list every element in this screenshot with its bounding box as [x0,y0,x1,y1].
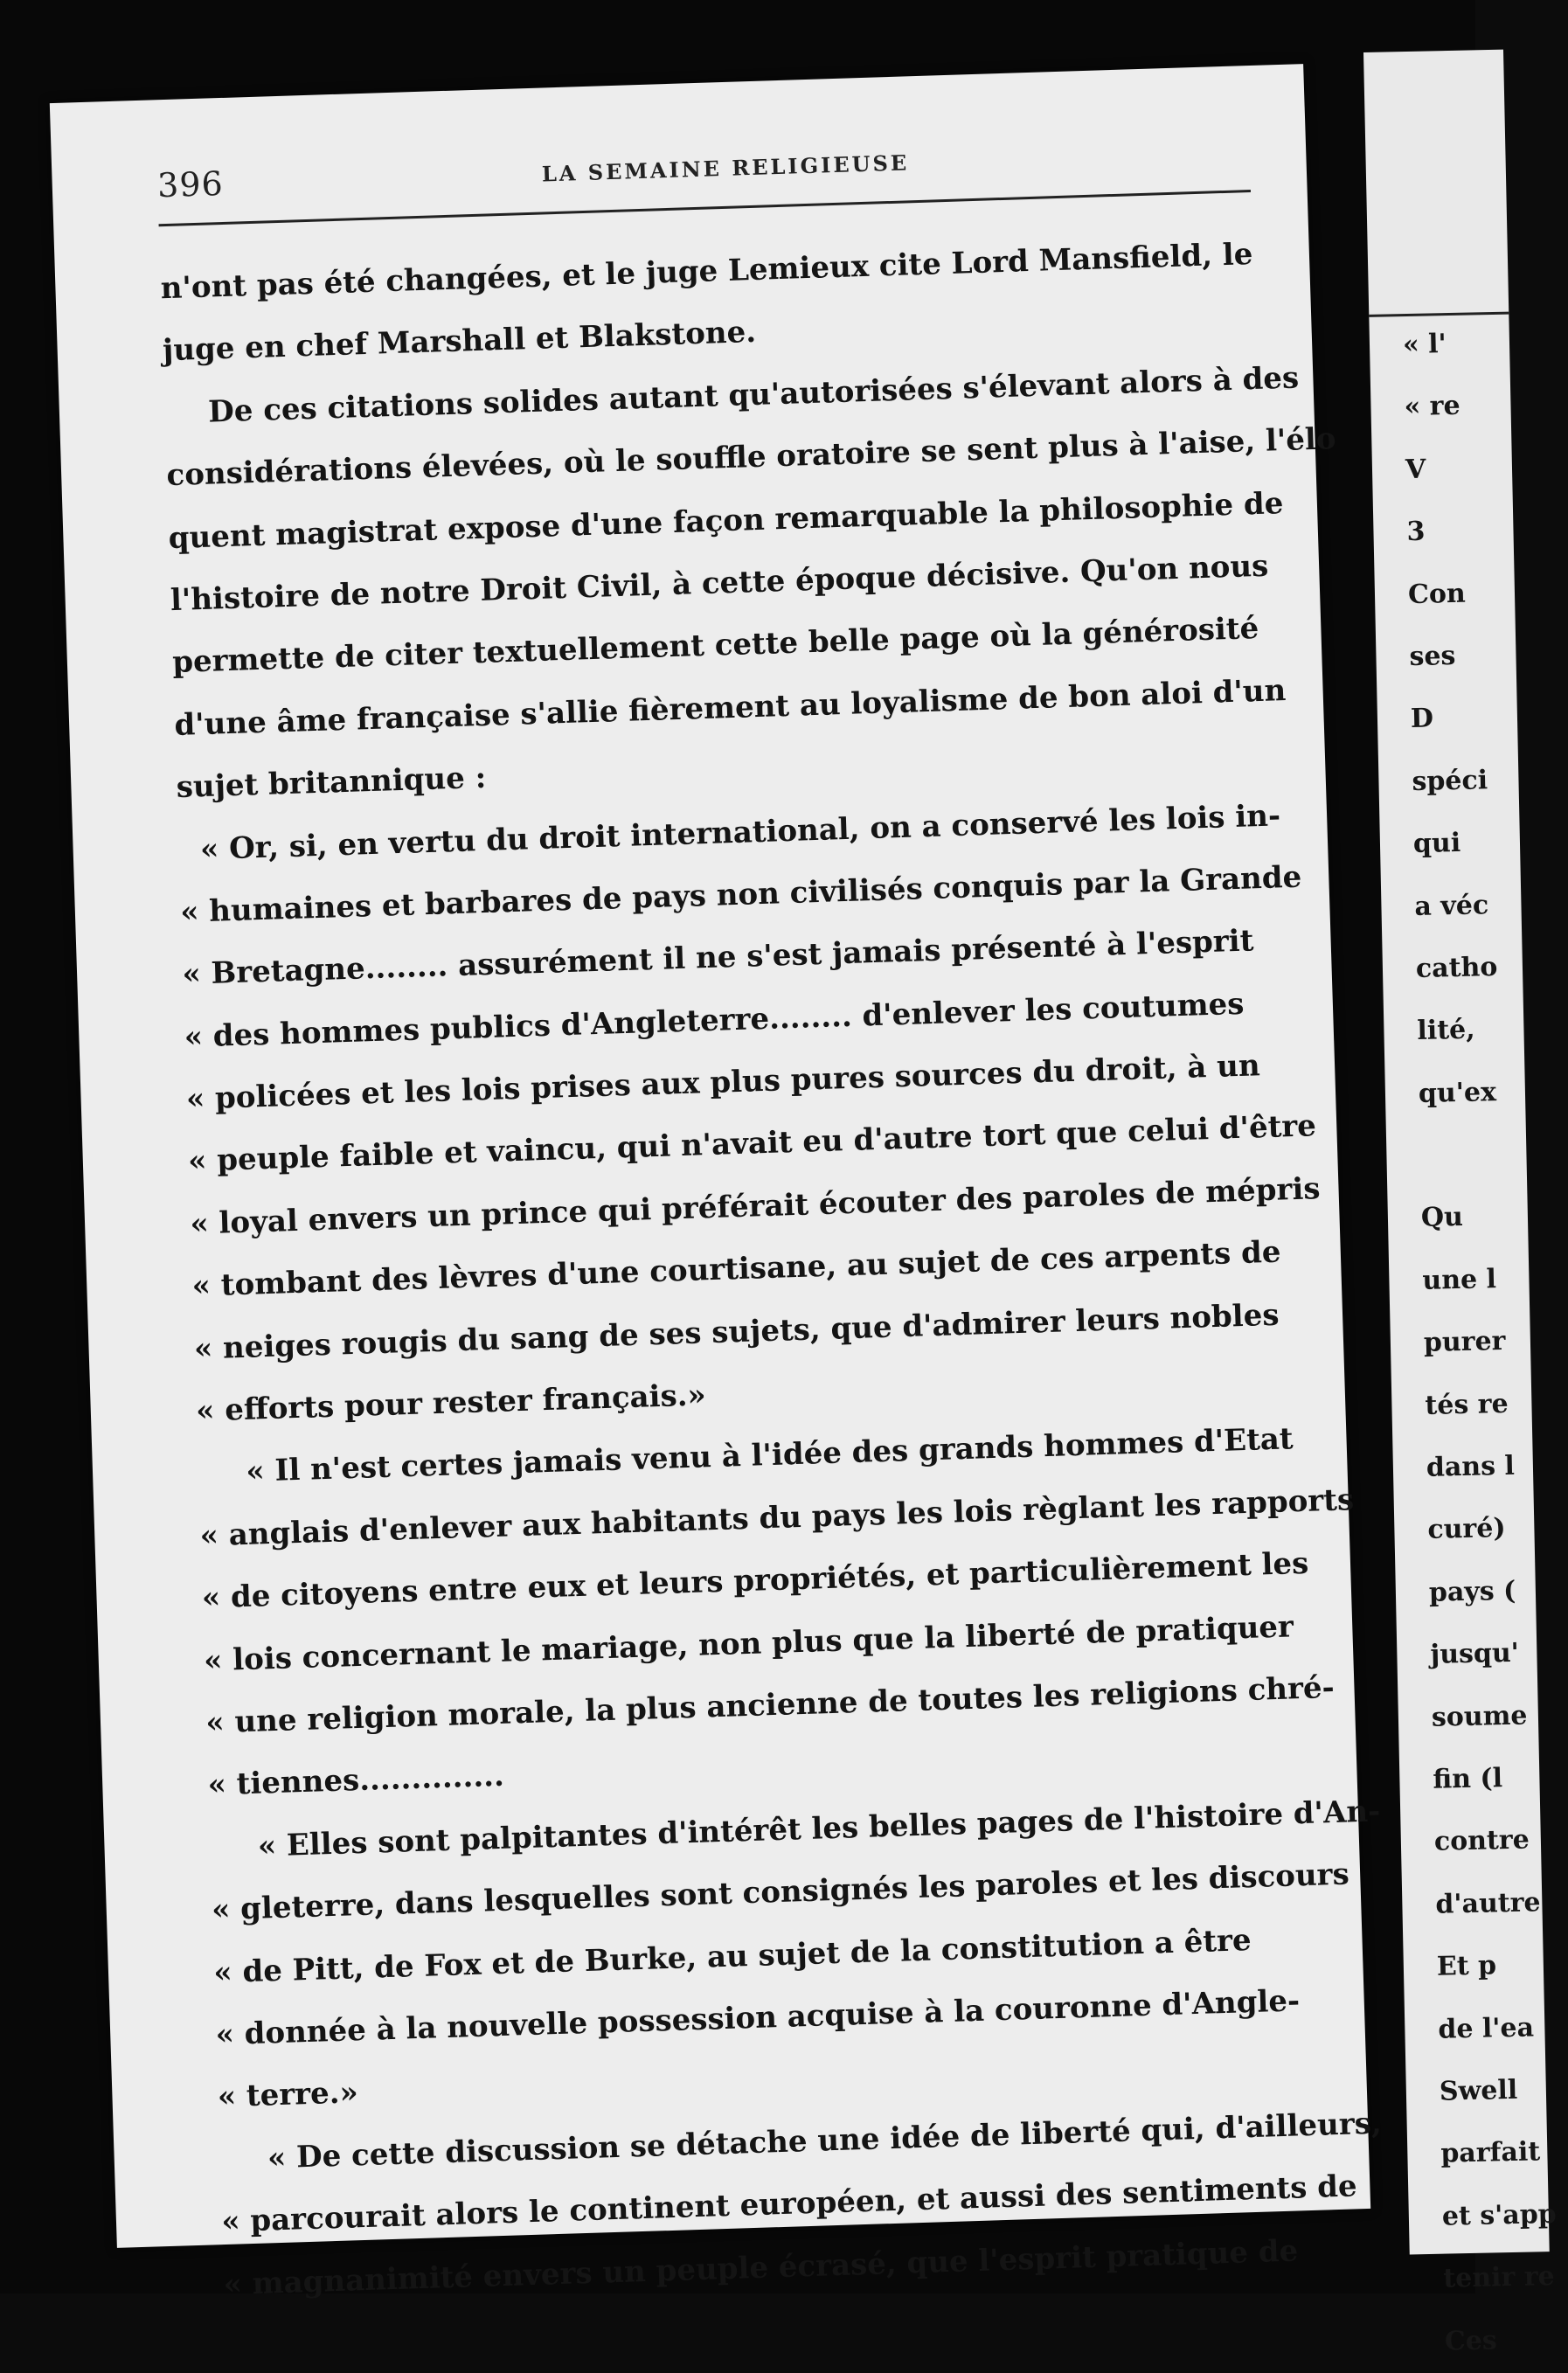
right-page-fragment: Ces [1444,2324,1498,2357]
text-line: permette de citer textuellement cette belle page où la générosité [171,611,1259,681]
right-page-fragment: purer [1423,1326,1506,1359]
right-page-fragment: D [1410,703,1434,735]
right-page-fragment: catho [1415,951,1498,984]
text-line: « Il n'est certes jamais venu à l'idée des grands hommes d'Etat [245,1421,1294,1490]
right-page-fragment: qui [1412,827,1461,860]
page-number: 396 [156,163,225,205]
right-page-fragment: lité, [1417,1014,1476,1047]
text-line: considérations élevées, où le souffle oratoire se sent plus à l'aise, l'élo [165,421,1337,494]
text-line: « policées et les lois prises aux plus pures sources du droit, à un [185,1048,1261,1117]
right-page-fragment: et s'app [1441,2198,1558,2232]
text-line: « anglais d'enlever aux habitants du pays les lois règlant les rapports [199,1481,1355,1554]
right-page-fragment: spéci [1412,764,1488,797]
text-line: « tombant des lèvres d'une courtisane, au sujet de ces arpents de [191,1234,1282,1304]
text-line: « une religion morale, la plus ancienne de toutes les religions chré- [205,1669,1336,1741]
right-page-fragment: jusqu' [1430,1637,1520,1671]
text-line: « Or, si, en vertu du droit international, on a conservé les lois in- [199,797,1281,867]
page-header [156,132,1251,236]
text-line: « peuple faible et vaincu, qui n'avait eu d'autre tort que celui d'être [187,1108,1317,1180]
text-line: « neiges rougis du sang de ses sujets, que d'admirer leurs nobles [193,1297,1280,1367]
text-line: « tiennes.............. [207,1759,505,1803]
text-line: « loyal envers un prince qui préférait écouter des paroles de mépris [189,1170,1322,1242]
right-page-fragment: fin (l [1433,1763,1503,1795]
text-line: De ces citations solides autant qu'autorisées s'élevant alors à des [207,360,1300,430]
text-line: « De cette discussion se détache une idée de liberté qui, d'ailleurs, [267,2106,1383,2176]
right-page-fragment: dans l [1426,1450,1516,1483]
text-line: sujet britannique : [176,760,487,806]
right-page-fragment: Et p [1436,1950,1497,1982]
body-text [160,224,1383,2316]
text-line: quent magistrat expose d'une façon remarquable la philosophie de [168,485,1284,556]
right-page-fragment: curé) [1427,1513,1506,1546]
header-rule [159,190,1251,226]
text-line: « lois concernant le mariage, non plus que la liberté de pratiquer [203,1608,1294,1679]
right-page-fragment: qu'ex [1418,1076,1497,1109]
right-page-fragment: pays ( [1428,1575,1516,1608]
text-line: « donnée à la nouvelle possession acquise à la couronne d'Angle- [214,1983,1301,2053]
text-line: juge en chef Marshall et Blakstone. [162,315,757,369]
right-page-fragment: d'autre [1435,1886,1541,1920]
text-line: « magnanimité envers un peuple écrasé, que l'esprit pratique de [222,2232,1299,2302]
right-page-fragment: « re [1404,391,1460,423]
text-line: « efforts pour rester français.» [195,1377,707,1429]
text-line: « des hommes publics d'Angleterre........ d'enlever les coutumes [184,986,1245,1055]
right-page-fragment: 3 [1406,516,1426,548]
text-line: « humaines et barbares de pays non civilisés conquis par la Grande [179,859,1302,930]
right-page-fragment: Con [1407,578,1467,610]
text-line: « de Pitt, de Fox et de Burke, au sujet de la constitution a être [212,1922,1252,1990]
right-page-fragment: de l'ea [1438,2011,1535,2045]
text-line: « parcourait alors le continent européen, et aussi des sentiments de [220,2168,1358,2240]
right-page-fragment: ses [1409,640,1456,673]
text-line: « gleterre, dans lesquelles sont consignés les paroles et les discours [211,1856,1350,1928]
text-line: « terre.» [217,2075,359,2115]
running-head: LA SEMAINE RELIGIEUSE [541,149,910,187]
text-line: n'ont pas été changées, et le juge Lemieux cite Lord Mansfield, le [160,236,1253,307]
text-line: « de citoyens entre eux et leurs propriétés, et particulièrement les [201,1545,1309,1616]
right-page-fragment: parfait [1440,2136,1541,2170]
right-page-fragment: Qu [1420,1202,1464,1234]
right-page-fragment: « l' [1402,329,1447,361]
right-page-fragment: a véc [1414,889,1489,922]
right-page-fragment: tés re [1425,1388,1509,1421]
right-page-fragment: une l [1422,1263,1497,1296]
right-page-fragment: V [1405,454,1426,485]
text-line: l'histoire de notre Droit Civil, à cette époque décisive. Qu'on nous [170,548,1269,619]
right-page-fragment: contre [1433,1824,1530,1858]
text-line: « Bretagne........ assurément il ne s'est jamais présenté à l'esprit [181,923,1254,993]
right-page-fragment: tenir re [1442,2261,1556,2294]
right-page-fragment: Swell [1439,2074,1518,2107]
text-line: « Elles sont palpitantes d'intérêt les belles pages de l'histoire d'An- [257,1794,1381,1864]
text-line: d'une âme française s'allie fièrement au loyalisme de bon aloi d'un [173,672,1287,743]
right-page-fragment: soume [1431,1700,1528,1733]
